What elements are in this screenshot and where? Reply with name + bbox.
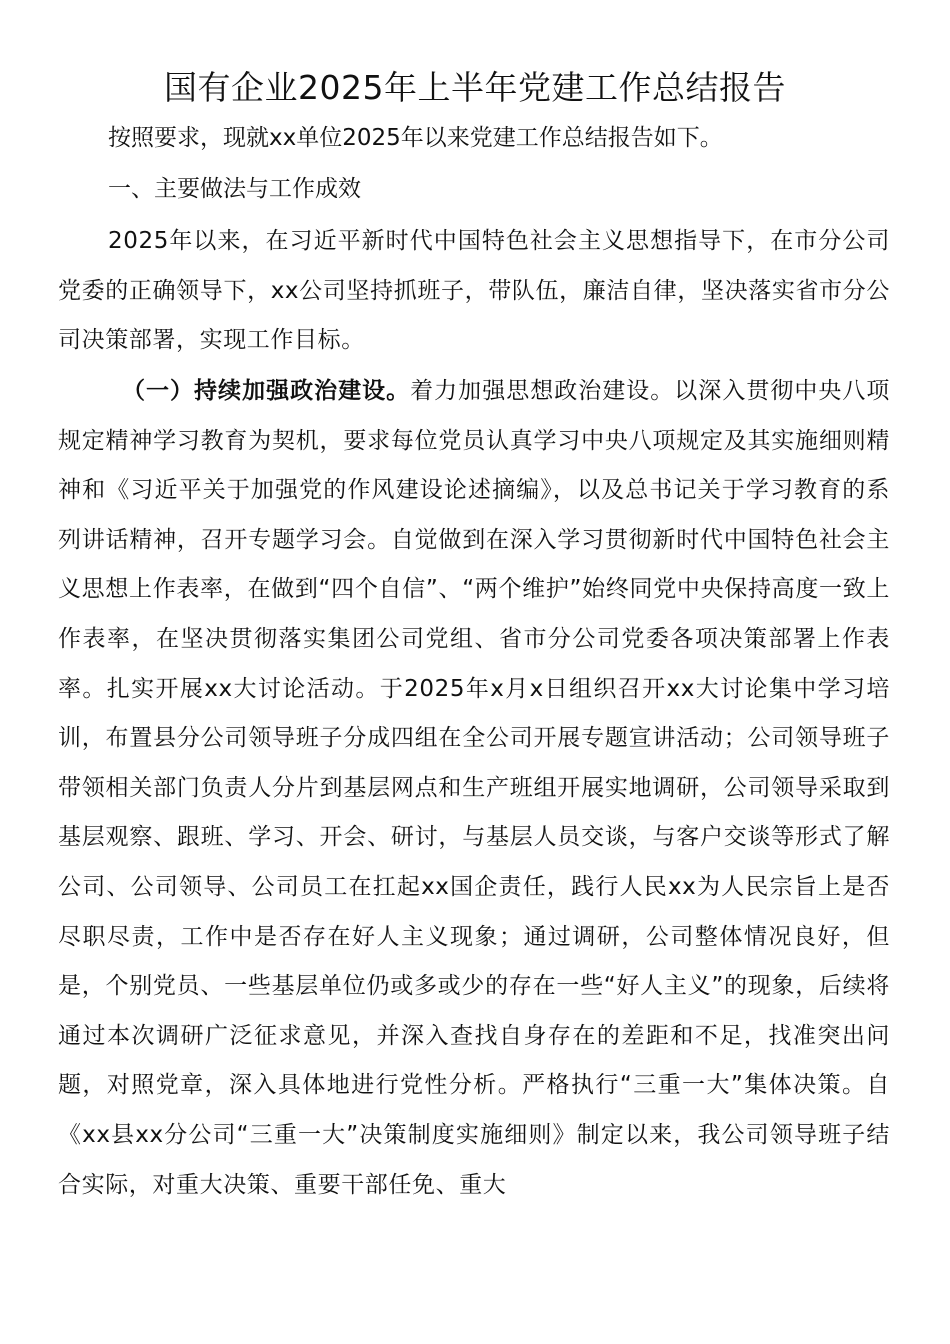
- body-paragraph-2: [58, 367, 890, 1210]
- subsection-text-1: 着力加强思想政治建设。以深入贯彻中央八项规定精神学习教育为契机，要求每位党员认真学习中央八项规定及其实施细则精神和《习近平关于加强党的作风建设论述摘编》，以及总书记关于学习教育的系列讲话精神，召开专题学习会。自觉做到在深入学习贯彻新时代中国特色社会主义思想上作表率，在做到“四个自信”、“两个维护”始终同党中央保持高度一致上作表率，在坚决贯彻落实集团公司党组、省市分公司党委各项决策部署上作表率。扎实开展xx大讨论活动。于2025年x月x日组织召开xx大讨论集中学习培训，布置县分公司领导班子分成四组在全公司开展专题宣讲活动；公司领导班子带领相关部门负责人分片到基层网点和生产班组开展实地调研，公司领导采取到基层观察、跟班、学习、开会、研讨，与基层人员交谈，与客户交谈等形式了解公司、公司领导、公司员工在扛起xx国企责任，践行人民xx为人民宗旨上是否尽职尽责，工作中是否存在好人主义现象；通过调研，公司整体情况良好，但是，个别党员、一些基层单位仍或多或少的存在一些“好人主义”的现象，后续将通过本次调研广泛征求意见，并深入查找自身存在的差距和不足，找准突出问题，对照党章，深入具体地进行党性分析。严格执行“三重一大”集体决策。自《xx县xx分公司“三重一大”决策制度实施细则》制定以来，我公司领导班子结合实际，对重大决策、重要干部任免、重大: [58, 378, 890, 1198]
- document-title: 国有企业2025年上半年党建工作总结报告: [164, 68, 786, 107]
- intro-paragraph: 按照要求，现就xx单位2025年以来党建工作总结报告如下。: [108, 125, 723, 151]
- body-paragraph-1: 2025年以来，在习近平新时代中国特色社会主义思想指导下，在市分公司党委的正确领导下，xx公司坚持抓班子，带队伍，廉洁自律，坚决落实省市分公司决策部署，实现工作目标。: [58, 228, 890, 354]
- section-heading-1: 一、主要做法与工作成效: [108, 176, 361, 202]
- subsection-heading-1: （一）持续加强政治建设。: [122, 378, 411, 404]
